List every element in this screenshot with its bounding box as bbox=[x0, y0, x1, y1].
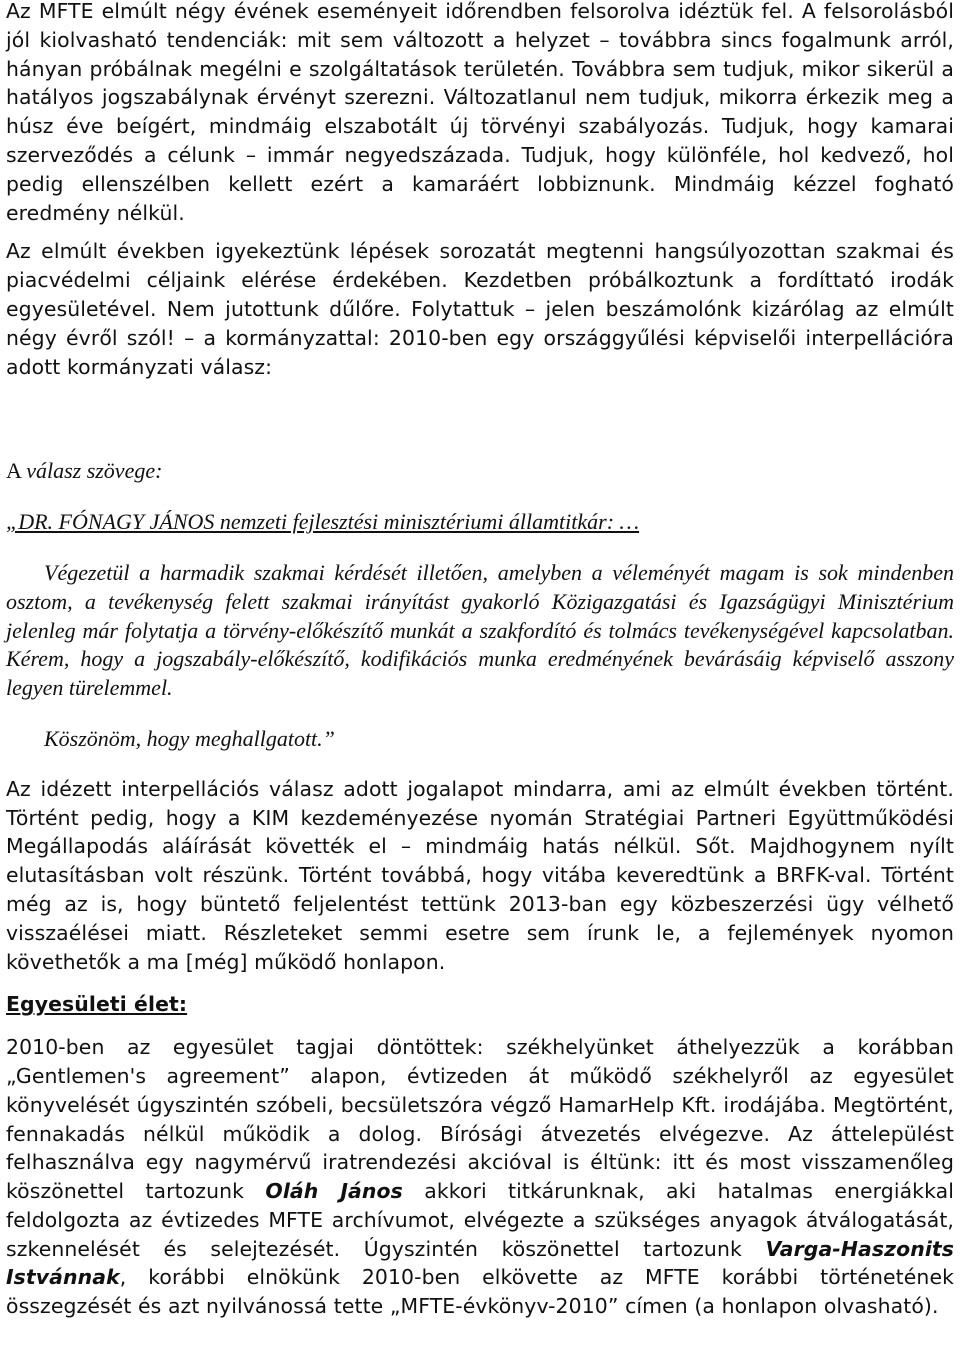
association-text-1: 2010-ben az egyesület tagjai döntöttek: székhelyünket áthelyezzük a korábban „Gentlemen's agreement” alapon, évtizeden át működő székhelyről az egyesület könyvelését úgyszintén szóbeli, becsületszóra végző HamarHelp Kft. irodájába. Megtörtént, fennakadás nélkül működik a dolog. Bírósági átvezetés elvégezve. Az áttelepülést felhasználva egy nagymérvű iratrendezési akcióval is éltünk: itt és most visszamenőleg köszönettel tartozunk bbox=[6, 1035, 954, 1204]
section-heading bbox=[6, 990, 954, 1019]
answer-label-text: válasz szövege: bbox=[26, 458, 163, 484]
answer-label-a: A bbox=[6, 458, 21, 484]
quote-header-text: „DR. FÓNAGY JÁNOS nemzeti fejlesztési minisztériumi államtitkár: … bbox=[6, 509, 640, 535]
paragraph-interpellation: Az idézett interpellációs válasz adott jogalapot mindarra, ami az elmúlt években történt. Történt pedig, hogy a KIM kezdeményezése nyomán Stratégiai Partneri Együttműködési Megállapodás aláírását követték el – mindmáig hatás nélkül. Sőt. Majdhogynem nyílt elutasításban volt részünk. Történt továbbá, hogy vitába keveredtünk a BRFK-val. Történt még az is, hogy büntető feljelentést tettünk 2013-ban egy közbeszerzési ügy vélhető visszaélései miatt. Részleteket semmi esetre sem írunk le, a fejlemények nyomon követhetők a ma [még] működő honlapon. bbox=[6, 776, 954, 974]
person-name-olah: Oláh János bbox=[265, 1179, 403, 1204]
paragraph-steps: Az elmúlt években igyekeztünk lépések sorozatát megtenni hangsúlyozottan szakmai és piacvédelmi céljaink elérése érdekében. Kezdetben próbálkoztunk a fordíttató irodák egyesületével. Nem jutottunk dűlőre. Folytattuk – jelen beszámolónk kizárólag az elmúlt négy évről szól! – a kormányzattal: 2010-ben egy országgyűlési képviselői interpellációra adott kormányzati válasz: bbox=[6, 239, 954, 379]
person-name-varga-haszonits: Varga-Haszonits Istvánnak bbox=[6, 1236, 954, 1290]
answer-label bbox=[6, 457, 954, 486]
quote-body: Végezetül a harmadik szakmai kérdését illetően, amelyben a véleményét magam is sok mindenben osztom, a tevékenység felett szakmai irányítást gyakorló Közigazgatási és Igazságügyi Minisztérium jelenleg már folytatja a törvény-előkészítő munkát a szakfordító és tolmács tevékenységével kapcsolatban. Kérem, hogy a jogszabály-előkészítő, kodifikációs munka eredményének bevárásáig képviselő asszony legyen türelemmel. bbox=[6, 559, 954, 701]
paragraph-intro: Az MFTE elmúlt négy évének eseményeit időrendben felsorolva idéztük fel. A felsorolásból jól kiolvasható tendenciák: mit sem változott a helyzet – továbbra sincs fogalmunk arról, hányan próbálnak megélni e szolgáltatások területén. Továbbra sem tudjuk, mikor sikerül a hatályos jogszabálynak érvényt szerezni. Változatlanul nem tudjuk, mikorra érkezik meg a húsz éve beígért, mindmáig elszabotált új törvényi szabályozás. Tudjuk, hogy kamarai szerveződés a célunk – immár negyedszázada. Tudjuk, hogy különféle, hol kedvező, hol pedig ellenszélben kellett ezért a kamaráért lobbiznunk. Mindmáig kézzel fogható eredmény nélkül. bbox=[6, 0, 954, 225]
quote-header bbox=[6, 508, 954, 537]
quote-end: Köszönöm, hogy meghallgatott.” bbox=[44, 725, 335, 751]
association-text-3: , korábbi elnökünk 2010-ben elkövette az MFTE korábbi történetének összegzését és azt nyilvánossá tette „MFTE-évkönyv-2010” címen (a honlapon olvasható). bbox=[6, 1265, 954, 1319]
section-heading-text: Egyesületi élet: bbox=[6, 992, 188, 1017]
paragraph-association-life bbox=[6, 1033, 954, 1321]
association-text-2: akkori titkárunknak, aki hatalmas energiákkal feldolgozta az évtizedes MFTE archívumot, elvégezte a szükséges anyagok átválogatását, szkennelését és selejtezését. Úgyszintén köszönettel tartozunk bbox=[6, 1179, 954, 1261]
